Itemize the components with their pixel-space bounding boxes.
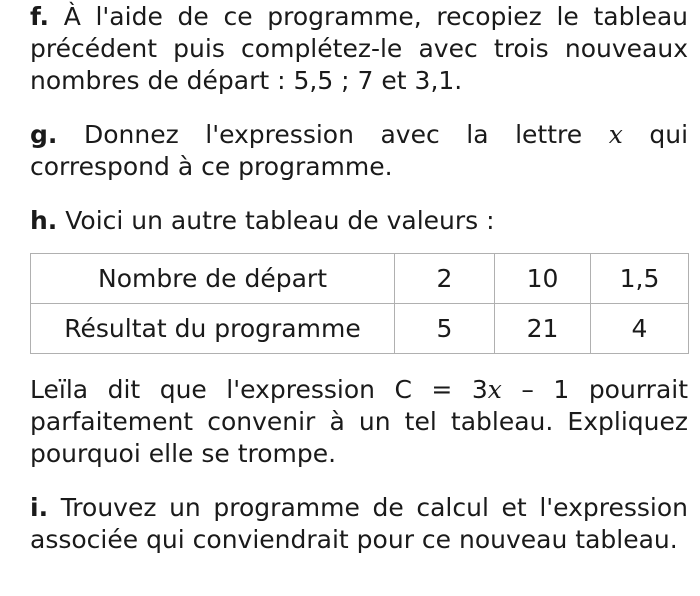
leila-statement bbox=[30, 374, 688, 470]
question-i-text: Trouvez un programme de calcul et l'expression associée qui conviendrait pour ce nouveau tableau. bbox=[30, 493, 688, 554]
question-f-label: f. bbox=[30, 2, 50, 31]
question-f bbox=[30, 1, 688, 97]
table-cell: 10 bbox=[495, 254, 591, 304]
table-cell: 4 bbox=[591, 304, 689, 354]
question-g bbox=[30, 119, 688, 183]
question-i-label: i. bbox=[30, 493, 49, 522]
question-h-label: h. bbox=[30, 206, 58, 235]
table-row-start bbox=[31, 254, 689, 304]
leila-text-before: Leïla dit que l'expression C = 3 bbox=[30, 375, 488, 404]
question-g-text-after: qui correspond à ce programme. bbox=[30, 120, 689, 181]
table-cell: 21 bbox=[495, 304, 591, 354]
table-cell: 5 bbox=[395, 304, 495, 354]
row-header-start: Nombre de départ bbox=[31, 254, 395, 304]
table-cell: 2 bbox=[395, 254, 495, 304]
leila-text-after: – 1 pourrait parfaitement convenir à un tel tableau. Expliquez pourquoi elle se trompe. bbox=[30, 375, 689, 468]
table-cell: 1,5 bbox=[591, 254, 689, 304]
question-h bbox=[30, 205, 688, 237]
row-header-result: Résultat du programme bbox=[31, 304, 395, 354]
leila-variable: x bbox=[487, 375, 502, 404]
question-h-text: Voici un autre tableau de valeurs : bbox=[65, 206, 495, 235]
question-i bbox=[30, 492, 688, 556]
question-g-variable: x bbox=[608, 120, 623, 149]
exercise-page bbox=[30, 1, 688, 556]
table-row-result bbox=[31, 304, 689, 354]
values-table bbox=[30, 253, 689, 354]
question-f-text: À l'aide de ce programme, recopiez le tableau précédent puis complétez-le avec trois nouveaux nombres de départ : 5,5 ; 7 et 3,1. bbox=[30, 2, 688, 95]
question-g-text-before: Donnez l'expression avec la lettre bbox=[83, 120, 583, 149]
question-g-label: g. bbox=[30, 120, 58, 149]
